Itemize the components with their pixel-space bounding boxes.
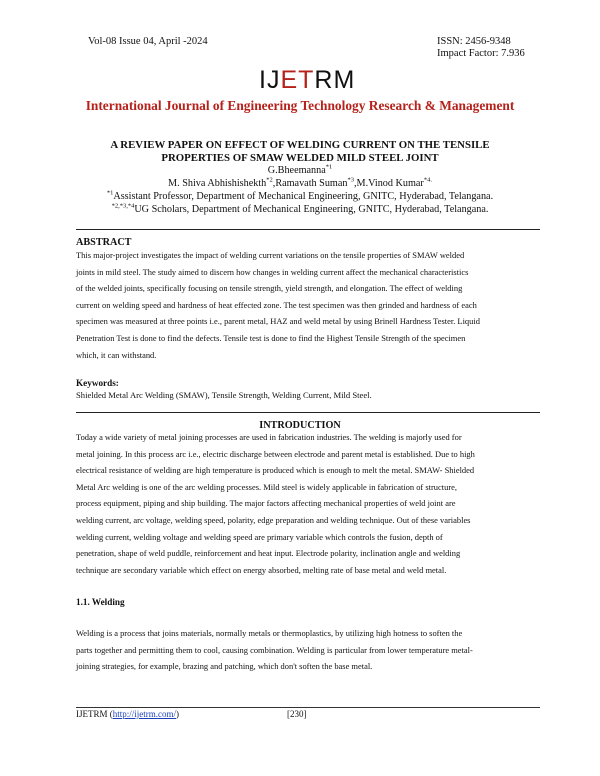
logo-prefix: IJ [259,66,281,94]
journal-link[interactable]: http://ijetrm.com/ [112,709,176,719]
text-line: welding current, arc voltage, welding speed, polarity, edge preparation and welding technique. Out of these variables [76,514,471,525]
page-number: [230] [287,709,307,719]
author-marker: *3 [347,176,354,184]
keywords-heading: Keywords: [76,378,119,388]
volume-issue: Vol-08 Issue 04, April -2024 [88,36,208,47]
text-line: welding current, welding voltage and welding speed are primary variable which controls the fusion, depth of [76,531,443,542]
text-line: Metal Arc welding is one of the arc welding processes. Mild steel is widely applicable in fabrication of structure, [76,481,457,492]
paper-title-line-1: A REVIEW PAPER ON EFFECT OF WELDING CURRENT ON THE TENSILE [110,139,490,151]
text-line: joints in mild steel. The study aimed to discern how changes in welding current affect the mechanical characteristics [76,266,469,277]
footer-journal-name: IJETRM [76,709,108,719]
affiliation-1 [0,191,600,203]
text-line: technique are secondary variable which effect on energy absorbed, melting rate of base metal and weld metal. [76,564,447,575]
author-marker: *2 [266,176,273,184]
text-line: This major-project investigates the impact of welding current variations on the tensile properties of SMAW welded [76,250,465,260]
footer-journal: IJETRM (http://ijetrm.com/) [76,709,179,719]
author-marker: *1 [325,163,333,171]
text-line: specimen was measured at three points i.e., parent metal, HAZ and weld metal by using Brinell Hardness Tester. Liquid [76,316,480,327]
affiliation-text: Assistant Professor, Department of Mechanical Engineering, GNITC, Hyderabad, Telangana. [113,191,494,202]
text-line: penetration, shape of weld puddle, reinforcement and heat input. Electrode polarity, inclination angle and welding [76,548,461,559]
impact-factor: Impact Factor: 7.936 [437,48,525,59]
affiliation-text: UG Scholars, Department of Mechanical Engineering, GNITC, Hyderabad, Telangana. [134,204,489,215]
paper-title-line-2: PROPERTIES OF SMAW WELDED MILD STEEL JOINT [161,152,439,164]
text-line: electrical resistance of welding are high temperature is produced which is enough to melt the metal. SMAW- Shielded [76,465,475,476]
introduction-body [76,429,540,578]
text-line: current on welding speed and hardness of heat effected zone. The test specimen was then grinded and hardness of each [76,299,477,310]
abstract-heading: ABSTRACT [76,237,132,248]
author-name: G.Bheemanna [267,165,326,176]
author-line-2 [0,178,600,190]
abstract-body [76,247,540,363]
text-line: which, it can withstand. [76,349,157,360]
author-name: ,M.Vinod Kumar [353,178,424,189]
introduction-heading: INTRODUCTION [259,420,341,431]
text-line: process equipment, piping and ship building. The major factors affecting mechanical properties of weld joint are [76,498,456,509]
affiliation-marker: *1 [106,189,114,197]
text-line: joining strategies, for example, brazing and patching, which don't soften the base metal. [76,661,373,672]
divider [76,229,540,230]
author-line-1 [0,165,600,177]
journal-logo [259,66,355,95]
journal-title: International Journal of Engineering Technology Research & Management [85,98,515,113]
footer-divider [76,707,540,708]
section-body-welding [76,625,540,675]
text-line: of the welded joints, specifically focusing on tensile strength, yield strength, and elongation. The effect of welding [76,283,463,294]
author-name: ,Ramavath Suman [272,178,348,189]
keywords-text: Shielded Metal Arc Welding (SMAW), Tensile Strength, Welding Current, Mild Steel. [76,390,372,400]
text-line: Today a wide variety of metal joining processes are used in fabrication industries. The welding is majorly used for [76,432,462,442]
logo-suffix: RM [314,66,356,94]
text-line: Penetration Test is done to find the defects. Tensile test is done to find the Highest Tensile Strength of the specimen [76,332,466,343]
text-line: Welding is a process that joins materials, normally metals or thermoplastics, by utilizing high hotness to soften the [76,628,463,638]
logo-accent: ET [280,66,315,94]
affiliation-marker: *2,*3,*4 [111,202,135,210]
issn: ISSN: 2456-9348 [437,36,511,47]
section-heading-welding: 1.1. Welding [76,597,125,607]
text-line: parts together and permitting them to cool, causing combination. Welding is particular from lower temperature metal- [76,644,473,655]
author-marker: *4. [423,176,432,184]
text-line: metal joining. In this process arc i.e., electric discharge between electrode and parent metal is established. Due to high [76,448,475,459]
author-name: M. Shiva Abhishishekth [168,178,267,189]
affiliation-2 [0,204,600,216]
divider [76,412,540,413]
